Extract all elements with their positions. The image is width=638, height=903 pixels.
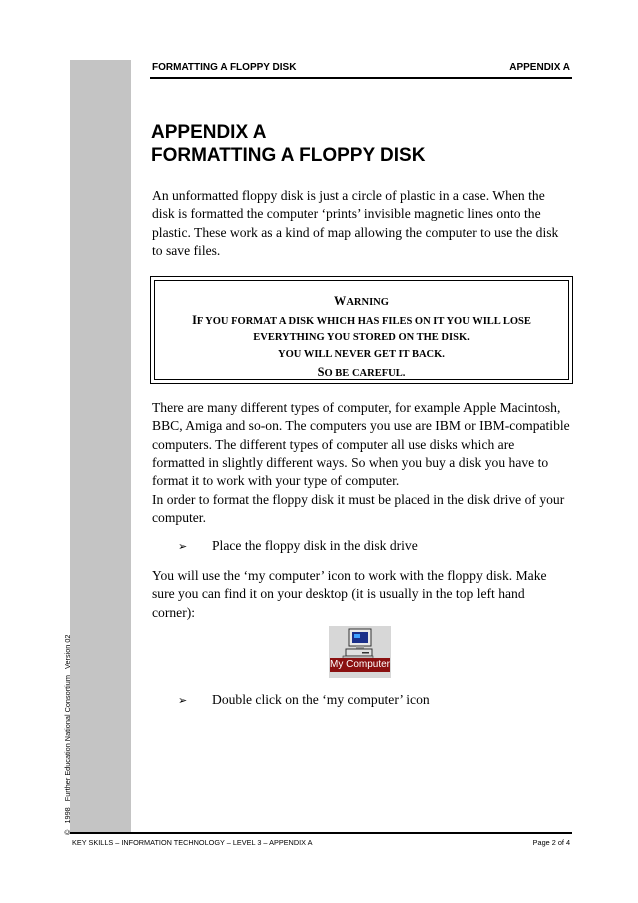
page-header — [152, 62, 570, 73]
arrow-bullet-icon: ➢ — [178, 540, 188, 553]
bullet-double-click — [178, 691, 430, 710]
sidebar-gray-bar — [70, 60, 131, 832]
title-line-1: APPENDIX A — [151, 122, 267, 143]
footer-left: KEY SKILLS – INFORMATION TECHNOLOGY – LEVEL 3 – APPENDIX A — [72, 838, 313, 847]
header-rule — [150, 77, 572, 79]
header-right: APPENDIX A — [509, 62, 570, 73]
warning-heading: WARNING — [334, 294, 389, 308]
computer-types-paragraph: There are many different types of computer, for example Apple Macintosh, BBC, Amiga and so-on. The computers you use are IBM or IBM-compatible computers. The different types of computer all use disks which are formatted in slightly different ways. So when you buy a disk you have to format it to work with your type of computer. — [152, 400, 570, 489]
bullet-double-click-text: Double click on the ‘my computer’ icon — [212, 692, 430, 707]
bullet-place-disk — [178, 537, 418, 556]
warning-line-1: IF YOU FORMAT A DISK WHICH HAS FILES ON IT YOU WILL LOSE — [192, 312, 531, 327]
warning-line-3: YOU WILL NEVER GET IT BACK. — [278, 349, 445, 361]
intro-paragraph: An unformatted floppy disk is just a circle of plastic in a case. When the disk is formatted the computer ‘prints’ invisible magnetic lines onto the plastic. These work as a kind of map allowing the computer to use the disk to save files. — [152, 188, 559, 258]
header-left: FORMATTING A FLOPPY DISK — [152, 62, 297, 73]
copyright-vertical-text: © 1998 Further Education National Consortium Version 02 — [63, 634, 72, 835]
my-computer-label: My Computer — [330, 659, 391, 670]
title-line-2: FORMATTING A FLOPPY DISK — [151, 145, 426, 166]
warning-text — [151, 293, 572, 383]
page-title — [151, 121, 425, 167]
footer-page-number: Page 2 of 4 — [532, 838, 570, 847]
bullet-place-text: Place the floppy disk in the disk drive — [212, 538, 418, 553]
warning-line-4: SO BE CAREFUL. — [317, 364, 406, 379]
my-computer-icon[interactable] — [329, 626, 391, 678]
warning-box — [150, 276, 573, 384]
arrow-bullet-icon: ➢ — [178, 694, 188, 707]
page-footer — [72, 838, 570, 847]
footer-rule — [70, 832, 572, 834]
disk-drive-paragraph: In order to format the floppy disk it must be placed in the disk drive of your computer. — [152, 492, 565, 526]
warning-line-2: EVERYTHING YOU STORED ON THE DISK. — [253, 332, 470, 344]
computer-icon-graphic — [329, 626, 391, 660]
my-computer-paragraph: You will use the ‘my computer’ icon to work with the floppy disk. Make sure you can find it on your desktop (it is usually in the top left hand corner): — [152, 568, 547, 620]
